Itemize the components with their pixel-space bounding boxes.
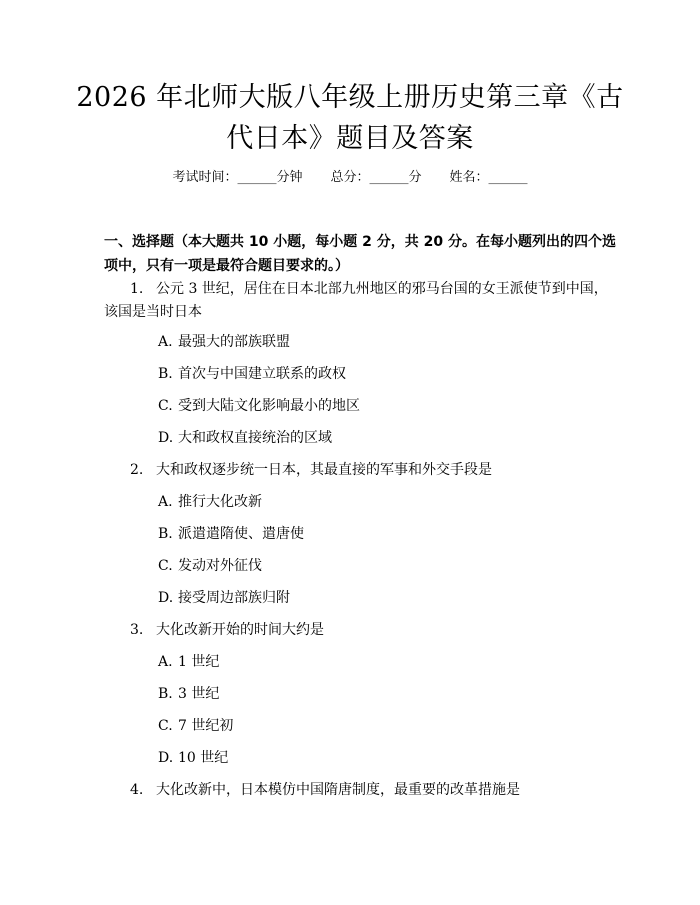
document-title-line-2: 代日本》题目及答案 [226,123,474,154]
option-letter: A. [158,654,173,670]
question-2-option-d [158,588,290,608]
section-heading-line-1: 一、选择题（本大题共 10 小题，每小题 2 分，共 20 分。在每小题列出的四个选 [104,234,616,250]
question-3-option-d [158,748,228,768]
option-text: 首次与中国建立联系的政权 [178,366,346,382]
exam-name-field: 姓名：______ [449,170,528,185]
option-letter: C. [158,718,173,734]
option-letter: D. [158,590,174,606]
option-text: 大和政权直接统治的区域 [178,430,332,446]
option-letter: C. [158,398,173,414]
question-2-option-c [158,556,262,576]
question-3-option-c [158,716,233,736]
option-text: 1 世纪 [178,654,220,670]
option-text: 受到大陆文化影响最小的地区 [178,398,360,414]
option-letter: A. [158,334,173,350]
question-1-option-c [158,396,360,416]
question-3-option-b [158,684,219,704]
option-letter: D. [158,750,174,766]
question-1-option-d [158,428,332,448]
option-text: 7 世纪初 [178,718,234,734]
question-number: 4. [130,782,144,798]
option-letter: D. [158,430,174,446]
question-number: 2. [130,462,144,478]
question-number: 1. [130,281,144,297]
question-text: 大化改新开始的时间大约是 [156,622,324,638]
option-letter: B. [158,526,173,542]
question-1-continuation: 该国是当时日本 [104,304,202,320]
option-text: 最强大的部族联盟 [178,334,290,350]
question-2-option-a [158,492,262,512]
option-letter: A. [158,494,173,510]
question-2-option-b [158,524,304,544]
question-3 [130,620,324,640]
question-1-option-b [158,364,346,384]
question-text: 大化改新中，日本模仿中国隋唐制度，最重要的改革措施是 [156,782,520,798]
question-2 [130,460,492,480]
option-text: 派遣遣隋使、遣唐使 [178,526,304,542]
section-heading-line-2: 项中，只有一项是最符合题目要求的。） [104,258,349,274]
option-letter: C. [158,558,173,574]
document-title-line-1: 2026 年北师大版八年级上册历史第三章《古 [76,82,624,113]
question-1-option-a [158,332,290,352]
option-text: 接受周边部族归附 [178,590,290,606]
question-4 [130,780,520,800]
exam-score-field: 总分：______分 [330,170,422,185]
option-text: 推行大化改新 [178,494,262,510]
exam-time-field: 考试时间：______分钟 [172,170,303,185]
question-text: 公元 3 世纪，居住在日本北部九州地区的邪马台国的女王派使节到中国， [156,281,608,297]
option-text: 10 世纪 [178,750,229,766]
option-text: 发动对外征伐 [178,558,262,574]
exam-info [0,169,700,187]
option-text: 3 世纪 [178,686,220,702]
question-1 [130,279,608,299]
question-number: 3. [130,622,144,638]
question-text: 大和政权逐步统一日本，其最直接的军事和外交手段是 [156,462,492,478]
option-letter: B. [158,686,173,702]
option-letter: B. [158,366,173,382]
question-3-option-a [158,652,219,672]
